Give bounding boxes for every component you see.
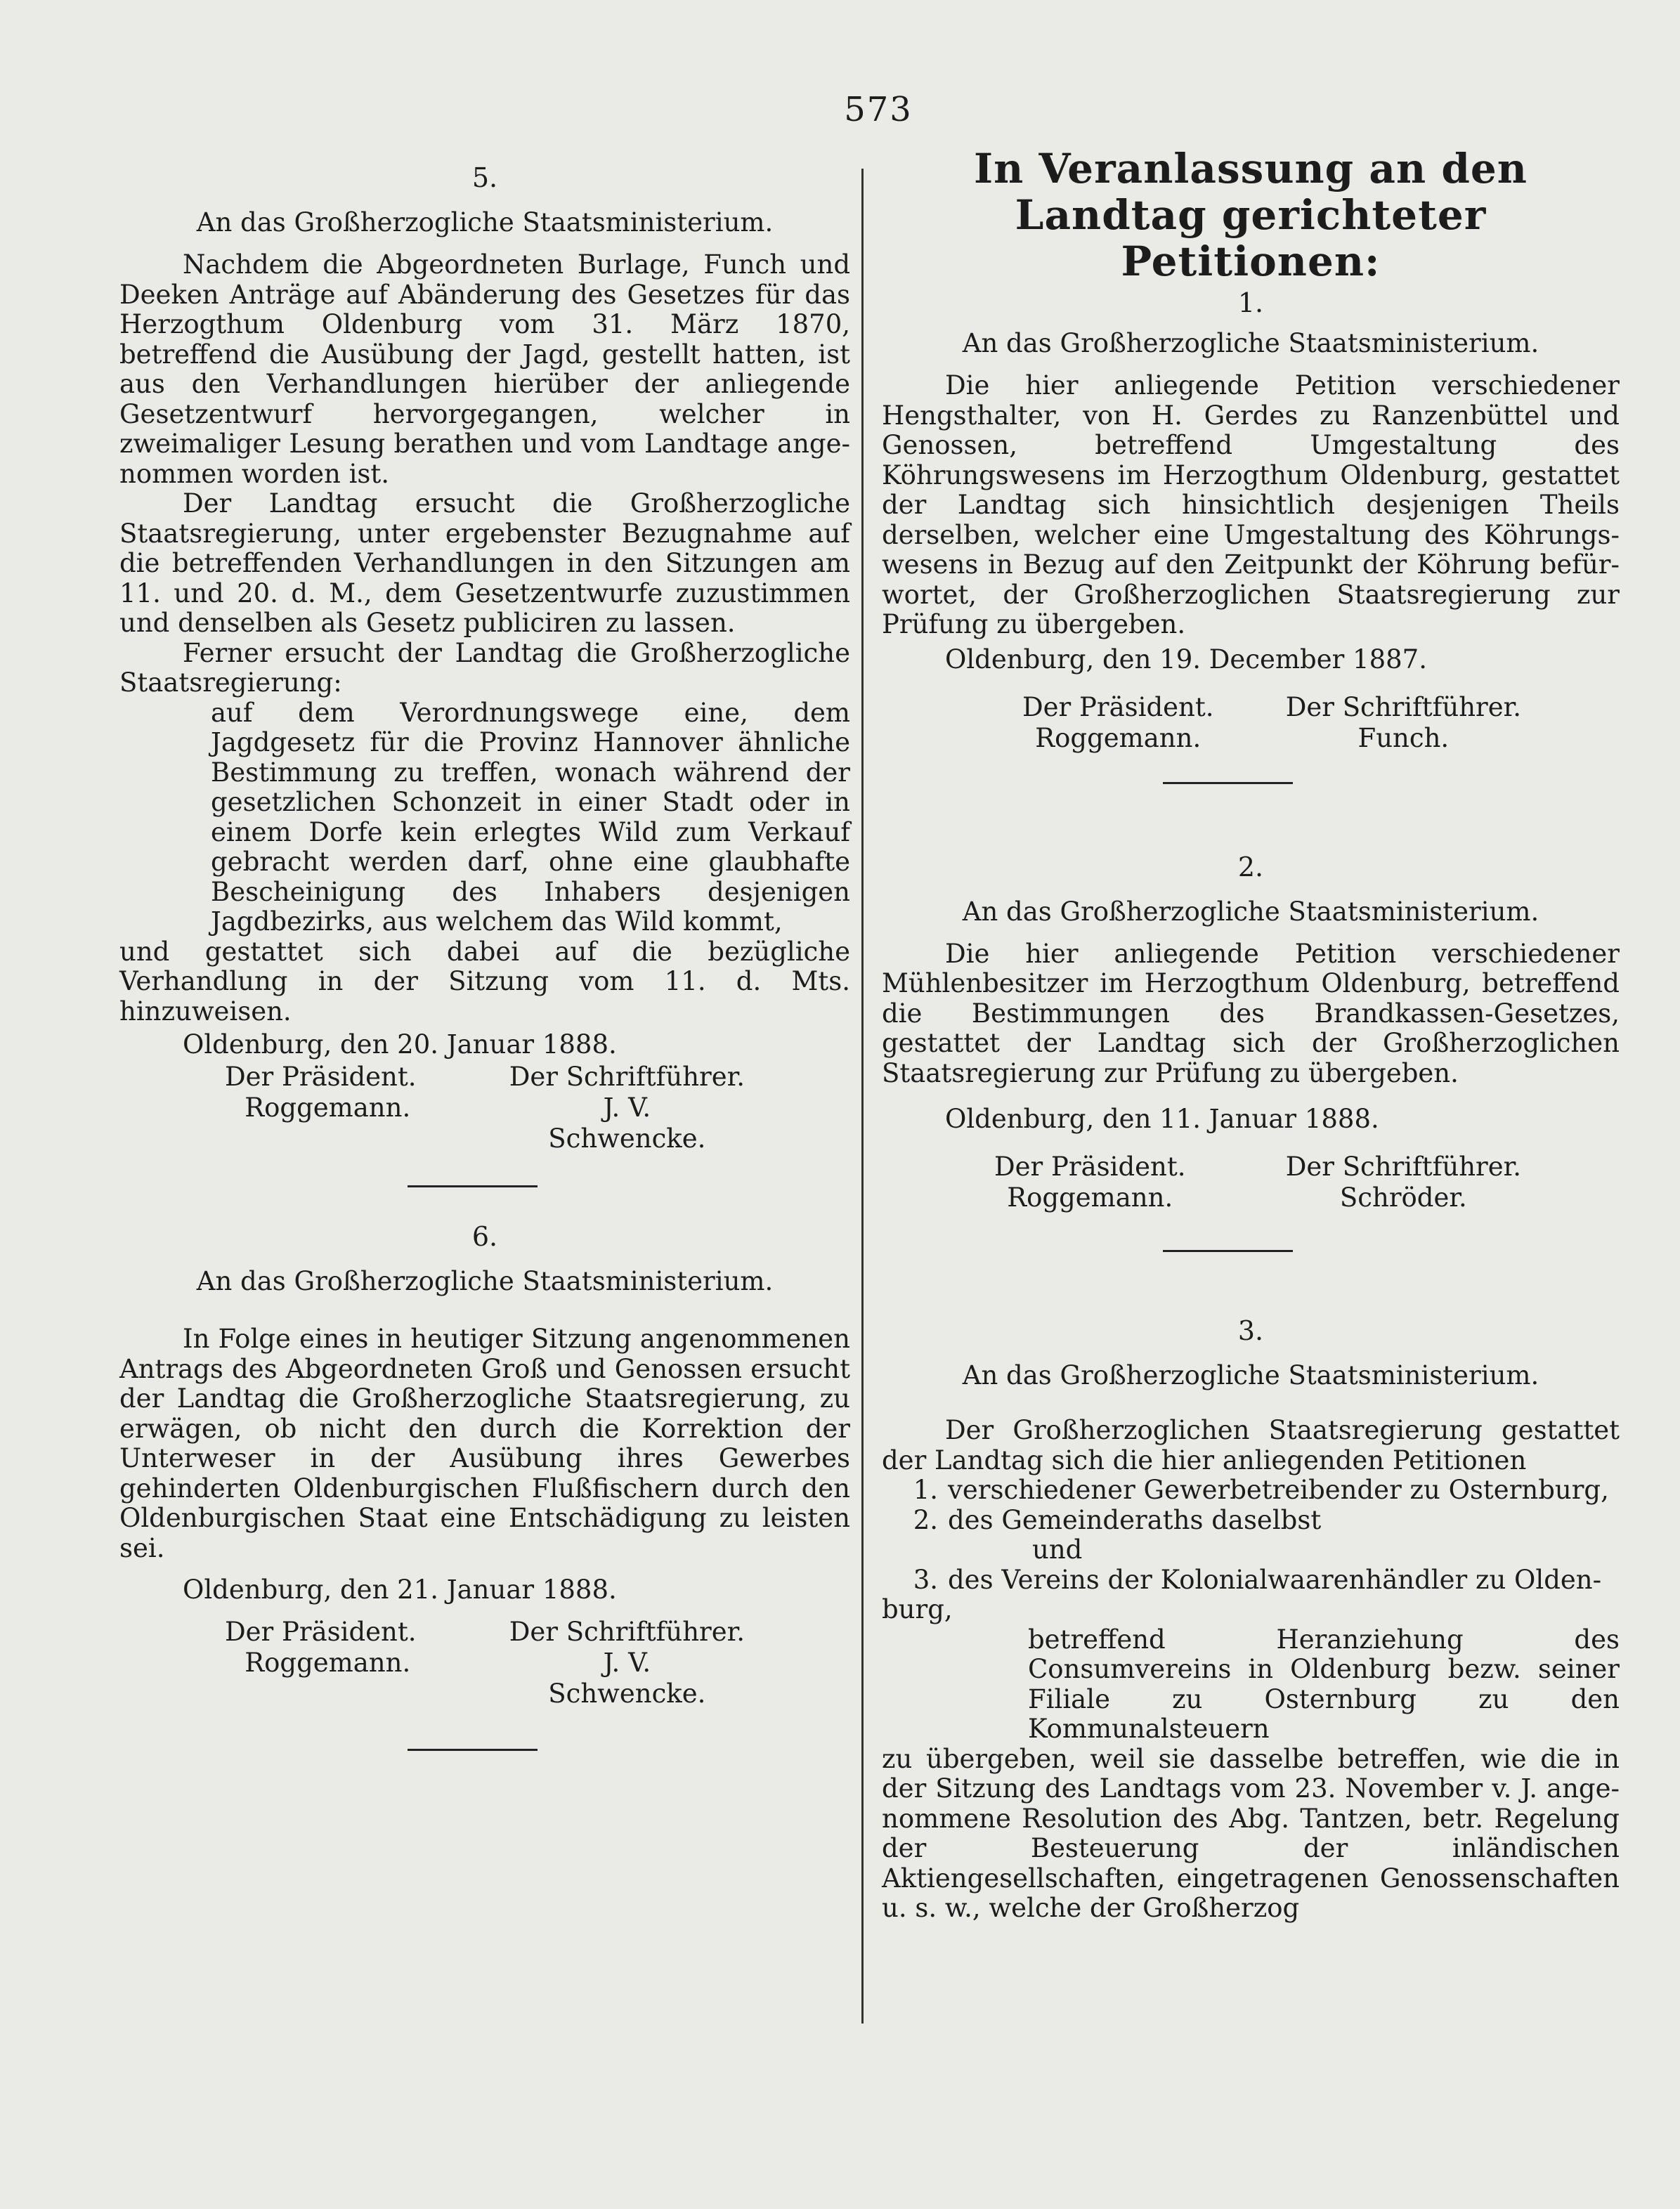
page-number: 573 <box>844 90 913 129</box>
section-5-paragraph-5: und gestattet sich dabei auf die bezügliche Verhandlung in der Sitzung vom 11. d. Mts. hinzuweisen. <box>119 936 850 1027</box>
section-2-paragraph: Die hier anliegende Petition verschiedener Mühlenbesitzer im Herzogthum Oldenburg, betreffend die Bestimmungen des Brandkassen-Gesetzes, gestattet der Landtag sich der Großherzoglichen Staatsregierung zur Prüfung zu übergeben. <box>882 938 1620 1088</box>
petition-list-item: 3. des Vereins der Kolonialwaarenhändler zu Oldenburg, <box>882 1564 1602 1624</box>
section-1-number: 1. <box>1237 287 1264 318</box>
petition-list-item: 2. des Gemeinderaths daselbst <box>913 1504 1322 1535</box>
section-3-address: An das Großherzogliche Staatsministerium. <box>962 1360 1539 1390</box>
section-5-number: 5. <box>471 162 498 193</box>
secretary-signature: Der Schriftführer. J. V. Schwencke. <box>509 1617 745 1709</box>
section-6-paragraph-1: In Folge eines in heutiger Sitzung angenommenen Antrags des Abgeordneten Groß und Genossen ersucht der Landtag die Großherzogliche Staatsregierung, zu erwägen, ob nicht den durch die Korrektion der Unterweser in der Ausübung ihres Gewerbes gehinderten Oldenburgischen Flußfischern durch den Oldenburgischen Staat eine Entschädigung zu leisten sei. <box>119 1324 850 1563</box>
section-rule <box>1163 1250 1293 1252</box>
section-5-paragraph-3: Ferner ersucht der Landtag die Großherzogliche Staatsregierung: <box>119 637 850 698</box>
petitions-heading: In Veranlassung an den Landtag gerichteter Petitionen: <box>974 145 1528 285</box>
section-2-signatures <box>882 1152 1620 1213</box>
column-divider <box>861 169 864 2024</box>
section-5-date: Oldenburg, den 20. Januar 1888. <box>183 1029 617 1060</box>
section-5-paragraph-2: Der Landtag ersucht die Großherzogliche Staatsregierung, unter ergebenster Bezugnahme auf die betreffenden Verhandlungen in den Sitzungen am 11. und 20. d. M., dem Gesetzentwurfe zuzustimmen und denselben als Gesetz publiciren zu lassen. <box>119 488 850 638</box>
president-signature: Der Präsident. Roggemann. <box>225 1617 417 1678</box>
section-6-number: 6. <box>471 1221 498 1252</box>
section-3-paragraph-1: Der Großherzoglichen Staatsregierung gestattet der Landtag sich die hier anliegenden Petitionen <box>882 1415 1620 1475</box>
left-column <box>119 158 850 1751</box>
right-column <box>882 145 1620 1924</box>
president-signature: Der Präsident. Roggemann. <box>994 1152 1186 1213</box>
petition-list-item: 1. verschiedener Gewerbetreibender zu Osternburg, <box>913 1475 1609 1505</box>
section-5-paragraph-1: Nachdem die Abgeordneten Burlage, Funch und Deeken Anträge auf Abänderung des Gesetzes für das Herzogthum Oldenburg vom 31. März 1870, betreffend die Ausübung der Jagd, gestellt hatten, ist aus den Verhandlungen hierüber der anliegende Gesetzentwurf hervorgegangen, welcher in zweimaliger Lesung berathen und vom Landtage angenommen worden ist. <box>119 249 850 489</box>
section-5-paragraph-4: auf dem Verordnungswege eine, dem Jagdgesetz für die Provinz Hannover ähnliche Bestimmung zu treffen, wonach während der gesetzlichen Schonzeit in einer Stadt oder in einem Dorfe kein erlegtes Wild zum Verkauf gebracht werden darf, ohne eine glaubhafte Bescheinigung des Inhabers desjenigen Jagdbezirks, aus welchem das Wild kommt, <box>211 697 850 937</box>
section-6-signatures <box>119 1617 850 1709</box>
section-3-number: 3. <box>1237 1315 1264 1346</box>
president-signature: Der Präsident. Roggemann. <box>1022 691 1214 753</box>
section-5-signatures <box>119 1062 850 1154</box>
section-rule <box>408 1185 538 1187</box>
section-2-address: An das Großherzogliche Staatsministerium. <box>962 896 1539 927</box>
secretary-signature: Der Schriftführer. Funch. <box>1285 691 1521 753</box>
section-2-date: Oldenburg, den 11. Januar 1888. <box>945 1104 1379 1134</box>
section-1-date: Oldenburg, den 19. December 1887. <box>945 644 1427 675</box>
section-3-betreffend: betreffend Heranziehung des Consumvereins in Oldenburg bezw. seiner Filiale zu Osternburg zu den Kommunalsteuern <box>1028 1624 1620 1744</box>
section-1-signatures <box>882 692 1620 754</box>
section-1-paragraph: Die hier anliegende Petition verschiedener Hengsthalter, von H. Gerdes zu Ranzenbüttel und Genossen, betreffend Umgestaltung des Köhrungswesens im Herzogthum Oldenburg, gestattet der Landtag sich hinsichtlich desjenigen Theils derselben, welcher eine Umgestaltung des Köhrungswesens in Bezug auf den Zeitpunkt der Köhrung befürwortet, der Großherzoglichen Staatsregierung zur Prüfung zu übergeben. <box>882 370 1620 639</box>
secretary-signature: Der Schriftführer. J. V. Schwencke. <box>509 1062 745 1154</box>
president-signature: Der Präsident. Roggemann. <box>225 1062 417 1123</box>
petition-list-item: und <box>1032 1534 1083 1565</box>
section-1-address: An das Großherzogliche Staatsministerium. <box>962 328 1539 358</box>
section-6-date: Oldenburg, den 21. Januar 1888. <box>183 1575 617 1605</box>
section-2-number: 2. <box>1237 851 1264 882</box>
section-6-address: An das Großherzogliche Staatsministerium. <box>196 1266 774 1296</box>
section-3-paragraph-2: zu übergeben, weil sie dasselbe betreffen, wie die in der Sitzung des Landtags vom 23. November v. J. angenommene Resolution des Abg. Tantzen, betr. Regelung der Besteuerung der inländischen Aktiengesellschaften, eingetragenen Genossenschaften u. s. w., welche der Großherzog <box>882 1743 1620 1923</box>
section-5-address: An das Großherzogliche Staatsministerium. <box>196 207 774 237</box>
section-rule <box>408 1749 538 1751</box>
secretary-signature: Der Schriftführer. Schröder. <box>1285 1152 1521 1213</box>
section-rule <box>1163 782 1293 784</box>
